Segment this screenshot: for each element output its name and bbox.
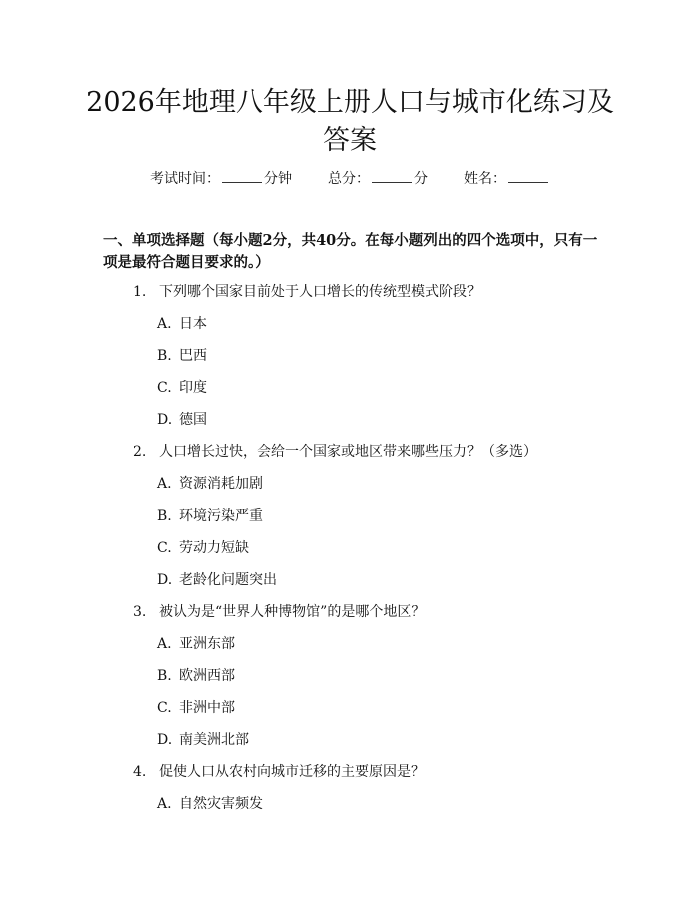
option-1b[interactable]: [157, 345, 207, 365]
option-letter: B.: [157, 348, 172, 364]
total-score: [328, 168, 428, 188]
option-3d[interactable]: [157, 729, 249, 749]
option-text: 环境污染严重: [179, 508, 263, 524]
option-letter: C.: [157, 380, 172, 396]
exam-time-blank[interactable]: [222, 168, 262, 183]
option-text: 巴西: [179, 348, 207, 364]
option-3b[interactable]: [157, 665, 235, 685]
option-text: 自然灾害频发: [179, 796, 263, 812]
option-1c[interactable]: [157, 377, 207, 397]
total-score-blank[interactable]: [372, 168, 412, 183]
title-line-1: 2026年地理八年级上册人口与城市化练习及: [86, 87, 614, 118]
option-text: 劳动力短缺: [179, 540, 249, 556]
option-letter: A.: [157, 796, 172, 812]
option-letter: B.: [157, 508, 172, 524]
exam-time: [150, 168, 292, 188]
title-line-2: 答案: [323, 125, 377, 156]
section-heading: 一、单项选择题（每小题2分，共40分。在每小题列出的四个选项中，只有一项是最符合题目要求的。）: [103, 232, 598, 271]
question-number: 1.: [133, 284, 147, 300]
option-letter: C.: [157, 540, 172, 556]
option-letter: B.: [157, 668, 172, 684]
option-letter: A.: [157, 636, 172, 652]
option-letter: D.: [157, 572, 173, 588]
option-1a[interactable]: [157, 313, 207, 333]
student-name-blank[interactable]: [508, 168, 548, 183]
page-title: [60, 84, 640, 160]
option-letter: A.: [157, 316, 172, 332]
question-number: 2.: [133, 444, 147, 460]
option-text: 印度: [179, 380, 207, 396]
question-4: [133, 761, 425, 781]
question-3: [133, 601, 425, 621]
option-text: 德国: [179, 412, 207, 428]
option-3a[interactable]: [157, 633, 235, 653]
student-name-label: 姓名：: [464, 171, 506, 187]
option-2a[interactable]: [157, 473, 263, 493]
total-score-unit: 分: [414, 171, 428, 187]
option-2b[interactable]: [157, 505, 263, 525]
option-2c[interactable]: [157, 537, 249, 557]
question-number: 3.: [133, 604, 147, 620]
option-letter: A.: [157, 476, 172, 492]
question-text: 人口增长过快，会给一个国家或地区带来哪些压力？（多选）: [159, 444, 537, 460]
option-4a[interactable]: [157, 793, 263, 813]
question-2: [133, 441, 537, 461]
exam-info: [0, 168, 700, 188]
option-letter: C.: [157, 700, 172, 716]
option-text: 日本: [179, 316, 207, 332]
exam-time-unit: 分钟: [264, 171, 292, 187]
option-text: 老龄化问题突出: [179, 572, 277, 588]
student-name: [464, 168, 550, 188]
option-text: 非洲中部: [179, 700, 235, 716]
option-text: 南美洲北部: [179, 732, 249, 748]
total-score-label: 总分：: [328, 171, 370, 187]
exam-time-label: 考试时间：: [150, 171, 220, 187]
option-3c[interactable]: [157, 697, 235, 717]
option-text: 欧洲西部: [179, 668, 235, 684]
option-text: 资源消耗加剧: [179, 476, 263, 492]
question-text: 被认为是“世界人种博物馆”的是哪个地区？: [159, 604, 426, 620]
question-number: 4.: [133, 764, 147, 780]
question-1: [133, 281, 481, 301]
option-letter: D.: [157, 732, 173, 748]
option-text: 亚洲东部: [179, 636, 235, 652]
option-1d[interactable]: [157, 409, 207, 429]
option-2d[interactable]: [157, 569, 277, 589]
question-text: 下列哪个国家目前处于人口增长的传统型模式阶段？: [159, 284, 481, 300]
option-letter: D.: [157, 412, 173, 428]
question-text: 促使人口从农村向城市迁移的主要原因是？: [159, 764, 425, 780]
